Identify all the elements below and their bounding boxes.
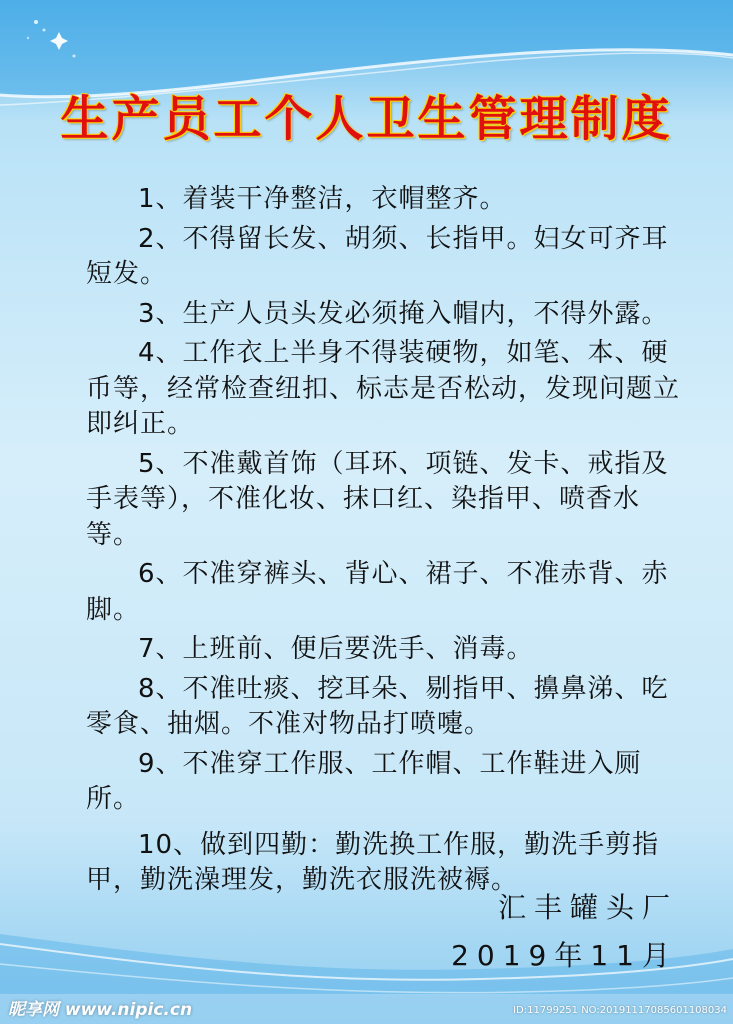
rule-item: 2、不得留长发、胡须、长指甲。妇女可齐耳短发。 (86, 223, 669, 289)
signature-block (451, 884, 678, 980)
page-title: 生产员工个人卫生管理制度 (60, 91, 673, 147)
rule-item: 7、上班前、便后要洗手、消毒。 (138, 634, 534, 664)
rule-item: 8、不准吐痰、挖耳朵、剔指甲、擤鼻涕、吃零食、抽烟。不准对物品打喷嚏。 (86, 673, 669, 739)
rule-item: 5、不准戴首饰（耳环、项链、发卡、戒指及手表等），不准化妆、抹口红、染指甲、喷香水等。 (86, 448, 669, 550)
issue-date: 2019年11月 (451, 939, 678, 972)
rule-item: 1、着装干净整洁，衣帽整齐。 (138, 184, 507, 214)
rule-item: 4、工作衣上半身不得装硬物，如笔、本、硬币等，经常检查纽扣、标志是否松动，发现问题立即纠正。 (86, 338, 681, 439)
rule-item: 3、生产人员头发必须掩入帽内，不得外露。 (138, 298, 669, 329)
rule-item: 9、不准穿工作服、工作帽、工作鞋进入厕所。 (86, 748, 642, 814)
watermark-site: 昵享网 www.nipic.cn (8, 1000, 193, 1020)
rule-item: 6、不准穿裤头、背心、裙子、不准赤背、赤脚。 (86, 559, 669, 625)
sparkle-icon (18, 8, 88, 68)
watermark-id: ID:11799251 NO:20191117085601108034 (513, 1005, 727, 1016)
company-name: 汇丰罐头厂 (497, 891, 678, 924)
rules-list (86, 182, 686, 899)
rule-item: 10、做到四勤：勤洗换工作服，勤洗手剪指甲，勤洗澡理发，勤洗衣服洗被褥。 (86, 829, 660, 895)
